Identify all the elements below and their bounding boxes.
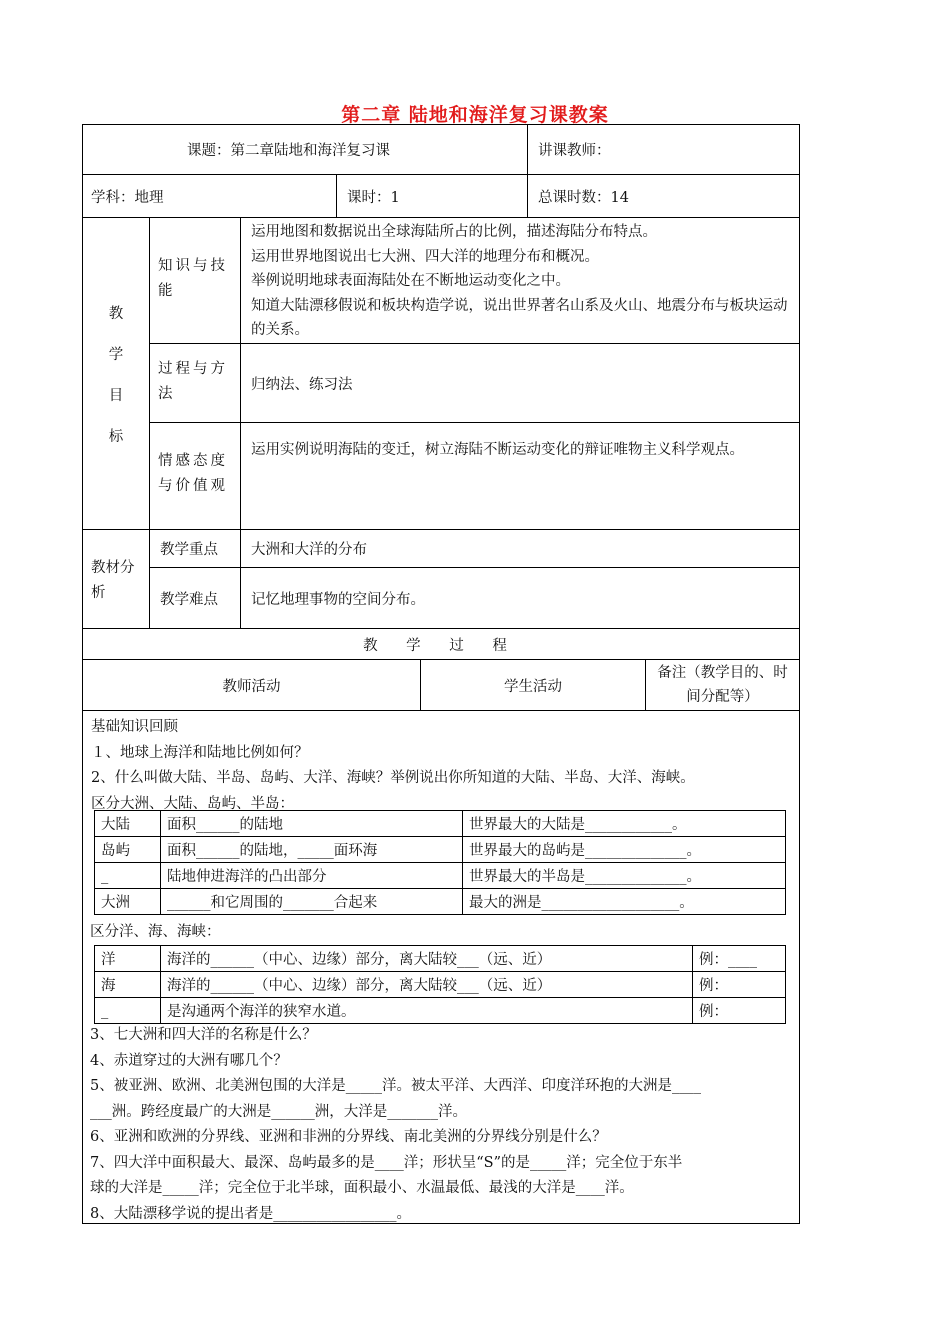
land-example: 世界最大的大陆是____________。	[463, 811, 786, 837]
question-5a: 5、被亚洲、欧洲、北美洲包围的大洋是_____洋。被太平洋、大西洋、印度洋环抱的大洲是____	[90, 1078, 701, 1094]
sea-term: 海	[95, 972, 161, 998]
lesson-topic: 课题：第二章陆地和海洋复习课	[187, 143, 390, 159]
key-content	[240, 529, 800, 568]
land-example: 最大的洲是___________________。	[463, 889, 786, 915]
question-1: １、地球上海洋和陆地比例如何？	[91, 744, 309, 761]
teacher-cell	[527, 124, 800, 175]
land-definition: ______和它周围的_______合起来	[161, 889, 463, 915]
sea-example: 例：____	[693, 946, 786, 972]
objectives-char: 标	[108, 428, 124, 445]
knowledge-label-cell	[149, 217, 241, 344]
land-example: 世界最大的半岛是______________。	[463, 863, 786, 889]
objectives-char: 学	[108, 346, 124, 363]
land-definition: 面积______的陆地，_____面环海	[161, 837, 463, 863]
distinguish-land-label: 区分大洲、大陆、岛屿、半岛：	[91, 795, 294, 812]
notes-header	[645, 659, 800, 711]
remaining-questions	[90, 1023, 701, 1227]
land-table	[94, 810, 786, 915]
notes-label: 备注（教学目的、时间分配等）	[657, 665, 788, 705]
student-activity-header	[420, 659, 646, 711]
sea-definition: 海洋的______（中心、边缘）部分，离大陆较___（远、近）	[161, 946, 693, 972]
land-definition: 面积______的陆地	[161, 811, 463, 837]
sea-example: 例：	[693, 998, 786, 1024]
knowledge-line: 知道大陆漂移假说和板块构造学说，说出世界著名山系及火山、地震分布与板块运动的关系。	[251, 297, 788, 338]
land-term: 大陆	[95, 811, 161, 837]
difficulty-text: 记忆地理事物的空间分布。	[251, 591, 425, 608]
difficulty-content	[240, 567, 800, 629]
knowledge-line: 举例说明地球表面海陆处在不断地运动变化之中。	[251, 273, 570, 289]
review-heading: 基础知识回顾	[91, 719, 178, 735]
key-text: 大洲和大洋的分布	[251, 542, 367, 558]
key-label: 教学重点	[160, 542, 218, 558]
objectives-char: 目	[108, 387, 124, 404]
total-periods-cell	[527, 174, 800, 218]
process-text: 归纳法、练习法	[251, 376, 353, 393]
question-3: 3、七大洲和四大洋的名称是什么？	[90, 1027, 317, 1043]
question-7b: 球的大洋是_____洋；完全位于北半球，面积最小、水温最低、最浅的大洋是____洋。	[90, 1180, 634, 1196]
teacher-activity-header	[82, 659, 421, 711]
period: 课时：1	[347, 189, 400, 206]
period-cell	[336, 174, 528, 218]
land-example: 世界最大的岛屿是______________。	[463, 837, 786, 863]
distinguish-sea-label: 区分洋、海、海峡：	[90, 924, 221, 940]
teacher-label: 讲课教师：	[538, 143, 611, 159]
emotion-label: 情感态度与价值观	[158, 453, 228, 494]
subject: 学科：地理	[91, 189, 164, 206]
analysis-side-label-cell	[82, 529, 150, 629]
sea-definition: 是沟通两个海洋的狭窄水道。	[161, 998, 693, 1024]
table-row	[95, 889, 786, 915]
sea-term: _	[95, 998, 161, 1024]
page-title: 第二章 陆地和海洋复习课教案	[341, 104, 609, 126]
question-4: 4、赤道穿过的大洲有哪几个？	[90, 1052, 288, 1069]
key-label-cell	[149, 529, 241, 568]
question-8: 8、大陆漂移学说的提出者是_________________。	[90, 1205, 411, 1222]
emotion-content	[240, 422, 800, 530]
student-activity-label: 学生活动	[504, 678, 562, 695]
table-row	[95, 811, 786, 837]
question-6: 6、亚洲和欧洲的分界线、亚洲和非洲的分界线、南北美洲的分界线分别是什么？	[90, 1129, 607, 1145]
knowledge-content	[240, 217, 800, 344]
question-5b: ___洲。跨经度最广的大洲是______洲，大洋是_______洋。	[90, 1103, 467, 1120]
process-content	[240, 343, 800, 423]
question-7a: 7、四大洋中面积最大、最深、岛屿最多的是____洋；形状呈“S”的是_____洋；完全位于东半	[90, 1154, 683, 1171]
objectives-char: 教	[108, 305, 124, 322]
knowledge-label: 知识与技能	[158, 258, 228, 299]
table-row	[95, 998, 786, 1024]
lesson-topic-cell	[82, 124, 528, 175]
table-row	[95, 863, 786, 889]
question-2: 2、什么叫做大陆、半岛、岛屿、大洋、海峡？举例说出你所知道的大陆、半岛、大洋、海峡。	[91, 770, 695, 786]
process-heading-cell	[82, 628, 800, 660]
emotion-label-cell	[149, 422, 241, 530]
table-row	[95, 946, 786, 972]
process-label: 过程与方法	[158, 361, 228, 402]
land-term: 岛屿	[95, 837, 161, 863]
sea-definition: 海洋的______（中心、边缘）部分，离大陆较___（远、近）	[161, 972, 693, 998]
teacher-activity-label: 教师活动	[222, 678, 281, 695]
difficulty-label: 教学难点	[160, 591, 218, 608]
subject-cell	[82, 174, 337, 218]
table-row	[95, 972, 786, 998]
lesson-plan-table	[82, 124, 800, 1224]
total-periods: 总课时数：14	[538, 189, 629, 206]
sea-example: 例：	[693, 972, 786, 998]
difficulty-label-cell	[149, 567, 241, 629]
knowledge-line: 运用地图和数据说出全球海陆所占的比例，描述海陆分布特点。	[251, 224, 657, 240]
sea-term: 洋	[95, 946, 161, 972]
land-term: _	[95, 863, 161, 889]
objectives-side-label	[82, 217, 150, 530]
land-definition: 陆地伸进海洋的凸出部分	[161, 863, 463, 889]
sea-table	[94, 945, 786, 1024]
emotion-text: 运用实例说明海陆的变迁，树立海陆不断运动变化的辩证唯物主义科学观点。	[251, 442, 744, 458]
process-heading: 教 学 过 程	[363, 637, 519, 654]
table-row	[95, 837, 786, 863]
knowledge-line: 运用世界地图说出七大洲、四大洋的地理分布和概况。	[251, 248, 599, 265]
analysis-side-label: 教材分析	[91, 560, 135, 601]
process-label-cell	[149, 343, 241, 423]
land-term: 大洲	[95, 889, 161, 915]
